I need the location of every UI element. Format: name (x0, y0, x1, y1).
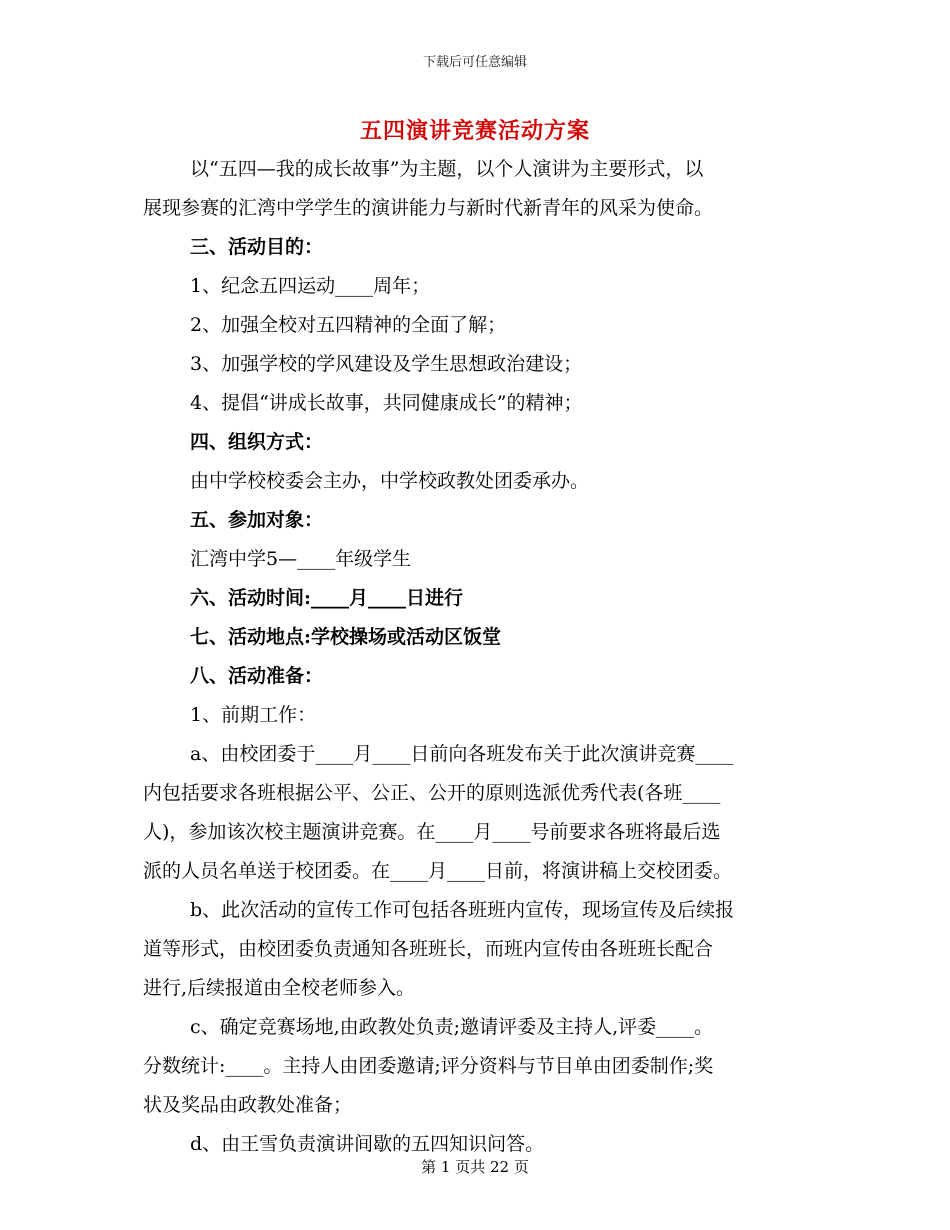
section-heading: 八、活动准备： (190, 665, 324, 687)
paragraph-line: 汇湾中学5—____年级学生 (190, 548, 412, 570)
paragraph-line: 进行,后续报道由全校老师参入。 (143, 977, 416, 999)
section-heading: 六、活动时间:____月____日进行 (190, 587, 464, 609)
paragraph-line: 以“五四—我的成长故事”为主题，以个人演讲为主要形式，以 (190, 158, 704, 180)
paragraph-line: d、由王雪负责演讲间歇的五四知识问答。 (190, 1133, 545, 1155)
page-footer: 第 1 页共 22 页 (421, 1158, 529, 1176)
paragraph-line: 内包括要求各班根据公平、公正、公开的原则选派优秀代表(各班____ (143, 782, 721, 804)
list-item: 1、纪念五四运动____周年； (190, 275, 431, 297)
document-title: 五四演讲竞赛活动方案 (359, 118, 590, 144)
paragraph-line: 道等形式，由校团委负责通知各班班长，而班内宣传由各班班长配合 (143, 938, 714, 960)
page-header: 下载后可任意编辑 (422, 55, 527, 70)
paragraph-line: b、此次活动的宣传工作可包括各班班内宣传，现场宣传及后续报 (190, 899, 735, 921)
paragraph-line: 派的人员名单送于校团委。在____月____日前，将演讲稿上交校团委。 (143, 860, 733, 882)
paragraph-line: c、确定竞赛场地,由政教处负责;邀请评委及主持人,评委____。 (190, 1016, 714, 1038)
paragraph-line: 分数统计:____。主持人由团委邀请;评分资料与节目单由团委制作;奖 (143, 1055, 714, 1077)
paragraph-line: 展现参赛的汇湾中学学生的演讲能力与新时代新青年的风采为使命。 (143, 197, 714, 219)
section-heading: 五、参加对象： (190, 509, 324, 531)
paragraph-line: a、由校团委于____月____日前向各班发布关于此次演讲竞赛____ (190, 743, 734, 765)
list-item: 3、加强学校的学风建设及学生思想政治建设； (190, 353, 583, 375)
list-item: 2、加强全校对五四精神的全面了解； (190, 314, 507, 336)
paragraph-line: 由中学校校委会主办，中学校政教处团委承办。 (190, 470, 590, 492)
section-heading: 四、组织方式： (190, 431, 324, 453)
paragraph-line: 人)，参加该次校主题演讲竞赛。在____月____号前要求各班将最后选 (143, 821, 721, 843)
paragraph-line: 状及奖品由政教处准备； (143, 1094, 353, 1116)
subsection-heading: 1、前期工作： (190, 704, 317, 726)
section-heading: 七、活动地点:学校操场或活动区饭堂 (190, 626, 502, 648)
section-heading: 三、活动目的： (190, 236, 324, 258)
list-item: 4、提倡“讲成长故事，共同健康成长”的精神； (190, 392, 583, 414)
